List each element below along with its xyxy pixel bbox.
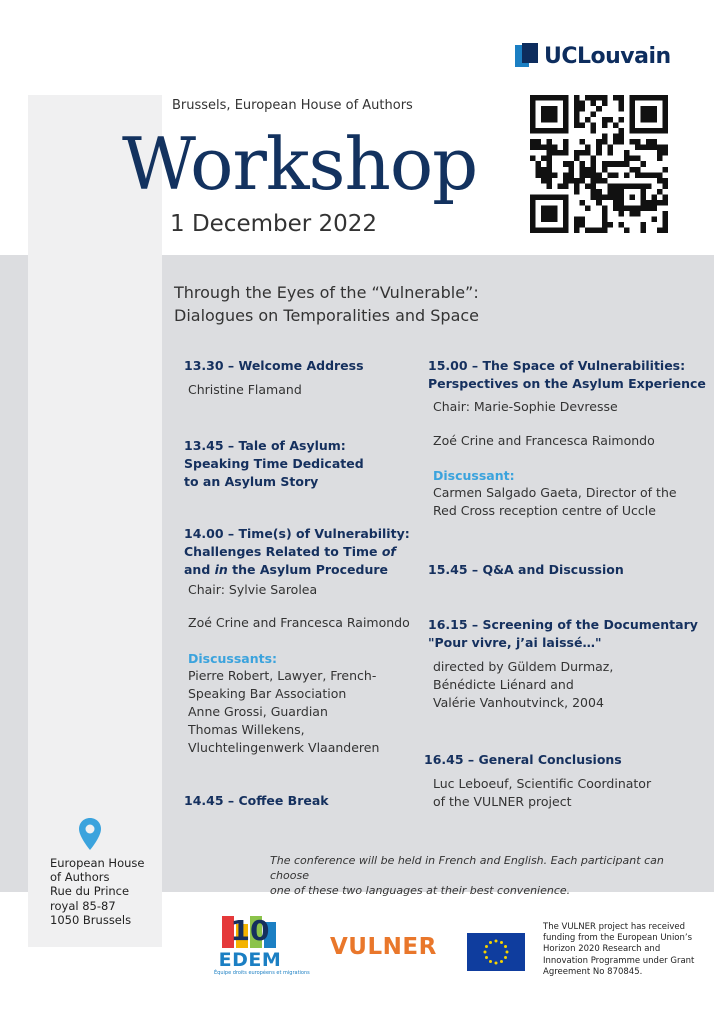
note-line-1: The conference will be held in French and English. Each participant can choose (270, 854, 664, 882)
language-note (270, 853, 690, 898)
subtitle-line-2: Dialogues on Temporalities and Space (174, 306, 480, 325)
time-title-line-3 (184, 561, 410, 579)
session-space-speakers: Zoé Crine and Francesca Raimondo (433, 433, 655, 448)
session-space-title (428, 357, 706, 393)
screening-line: Valérie Vanhoutvinck, 2004 (433, 695, 604, 710)
conclusions-details (433, 775, 651, 811)
tale-title-line-2: Speaking Time Dedicated (184, 456, 364, 471)
discussant-line: Carmen Salgado Gaeta, Director of the (433, 485, 677, 500)
address-line: royal 85-87 (50, 898, 116, 913)
qr-code[interactable] (530, 95, 668, 233)
session-screening-title (428, 616, 698, 652)
discussants-label: Discussants: (188, 651, 278, 666)
note-line-2: one of these two languages at their best convenience. (270, 884, 571, 897)
edem-tagline: Équipe droits européens et migrations (214, 970, 310, 976)
edem-logo (214, 912, 310, 982)
time-title-line-3-text-a: and (184, 562, 215, 577)
discussant-line: Anne Grossi, Guardian (188, 704, 328, 719)
session-qa-title: 15.45 – Q&A and Discussion (428, 562, 624, 577)
uclouvain-mark-icon (515, 43, 539, 69)
edem-numbers: 10 (230, 914, 270, 947)
edem-mark (214, 912, 286, 950)
space-title-line-1: 15.00 – The Space of Vulnerabilities: (428, 358, 686, 373)
address-line: European House (50, 856, 145, 870)
address-line: of Authors (50, 870, 110, 885)
location-pin-icon (78, 817, 102, 851)
session-time-title (184, 525, 410, 579)
time-title-line-1: 14.00 – Time(s) of Vulnerability: (184, 526, 410, 541)
session-coffee-title: 14.45 – Coffee Break (184, 793, 329, 808)
eu-line: Agreement No 870845. (543, 966, 643, 977)
space-title-line-2: Perspectives on the Asylum Experience (428, 376, 706, 391)
time-title-line-2-italic: of (381, 544, 396, 559)
event-date: 1 December 2022 (170, 211, 378, 237)
screening-title-line-2: "Pour vivre, j’ai laissé…" (428, 635, 602, 650)
workshop-subtitle (174, 281, 479, 327)
time-title-line-3-text-c: the Asylum Procedure (227, 562, 388, 577)
screening-line: directed by Güldem Durmaz, (433, 659, 614, 674)
eu-line: funding from the European Union’s (543, 933, 693, 944)
edem-label: EDEM (218, 949, 282, 971)
session-tale-title (184, 437, 364, 491)
eu-funding-text (543, 922, 713, 978)
time-title-line-3-italic: in (214, 562, 228, 577)
conclusions-line: of the VULNER project (433, 794, 572, 809)
eu-line: Horizon 2020 Research and (543, 944, 661, 955)
logo-text: UCLouvain (544, 43, 671, 69)
screening-line: Bénédicte Liénard and (433, 677, 574, 692)
eu-flag (467, 933, 525, 971)
screening-details (433, 658, 613, 712)
discussant-line: Thomas Willekens, (188, 722, 305, 737)
discussant-label: Discussant: (433, 468, 515, 483)
session-welcome-title: 13.30 – Welcome Address (184, 358, 364, 373)
vulner-logo: VULNER (330, 934, 437, 960)
session-conclusions-title: 16.45 – General Conclusions (424, 752, 622, 767)
tale-title-line-1: 13.45 – Tale of Asylum: (184, 438, 346, 453)
discussant-line: Speaking Bar Association (188, 686, 347, 701)
session-time-chair: Chair: Sylvie Sarolea (188, 582, 318, 597)
venue-address (50, 856, 144, 927)
subtitle-line-1: Through the Eyes of the “Vulnerable”: (174, 283, 479, 302)
eu-line: Innovation Programme under Grant (543, 955, 695, 966)
address-line: 1050 Brussels (50, 912, 132, 927)
time-title-line-2-text: Challenges Related to Time (184, 544, 382, 559)
discussant-detail (433, 484, 677, 520)
venue: Brussels, European House of Authors (172, 98, 413, 113)
session-welcome-speaker: Christine Flamand (188, 382, 302, 397)
uclouvain-logo (515, 42, 671, 70)
discussant-line: Vluchtelingenwerk Vlaanderen (188, 740, 380, 755)
session-time-speakers: Zoé Crine and Francesca Raimondo (188, 615, 410, 630)
tale-title-line-3: to an Asylum Story (184, 474, 319, 489)
time-title-line-2 (184, 543, 410, 561)
discussants-list (188, 667, 379, 757)
screening-title-line-1: 16.15 – Screening of the Documentary (428, 617, 698, 632)
discussant-line: Red Cross reception centre of Uccle (433, 503, 656, 518)
address-line: Rue du Prince (50, 884, 130, 899)
eu-line: The VULNER project has received (543, 922, 686, 932)
page-title: Workshop (122, 122, 478, 206)
session-space-chair: Chair: Marie-Sophie Devresse (433, 399, 618, 414)
conclusions-line: Luc Leboeuf, Scientific Coordinator (433, 776, 652, 791)
discussant-line: Pierre Robert, Lawyer, French- (188, 668, 377, 683)
